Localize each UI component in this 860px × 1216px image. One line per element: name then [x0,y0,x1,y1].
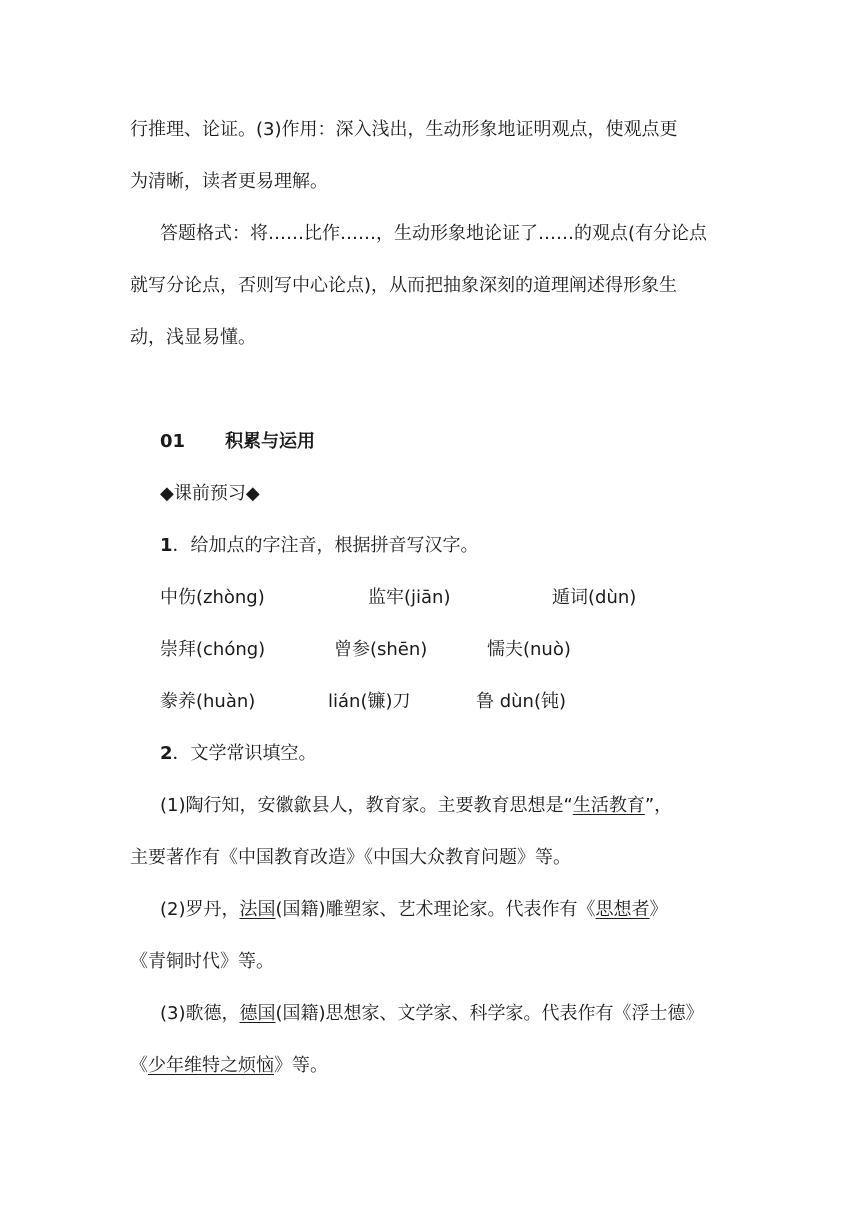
answer-format-line-1: 答题格式：将……比作……，生动形象地论证了……的观点(有分论点 [160,223,708,244]
q2-item-1-line-1: (1)陶行知，安徽歙县人，教育家。主要教育思想是“生活教育”， [160,795,673,816]
section-subtitle: ◆课前预习◆ [160,483,260,504]
question-number: 1 [160,535,173,556]
answer-blank: 生活教育 [572,795,645,816]
question-text: ．给加点的字注音，根据拼音写汉字。 [172,535,479,556]
question-2 [160,742,317,766]
q2-item-1-line-2: 主要著作有《中国教育改造》《中国大众教育问题》等。 [130,847,571,868]
q2-item-3-line-1: (3)歌德，德国(国籍)思想家、文学家、科学家。代表作有《浮士德》 [160,1003,704,1024]
pinyin-item: 懦夫(nuò) [487,639,571,660]
pinyin-item: 崇拜(chóng) [160,639,266,660]
pinyin-item: 鲁 dùn(钝) [476,691,567,712]
pinyin-item: 豢养(huàn) [160,691,256,712]
answer-format-line-3: 动，浅显易懂。 [130,327,256,348]
question-number: 2 [160,743,173,764]
pinyin-item: 曾参(shēn) [334,639,428,660]
pinyin-item: 监牢(jiān) [368,587,451,608]
pinyin-item: lián(镰)刀 [328,691,411,712]
q2-item-3-line-2: 《少年维特之烦恼》等。 [130,1055,328,1076]
intro-line-2: 为清晰，读者更易理解。 [130,171,328,192]
answer-blank: 法国 [239,899,276,920]
section-number: 01 [160,431,186,452]
answer-blank: 少年维特之烦恼 [148,1055,274,1076]
answer-format-line-2: 就写分论点，否则写中心论点)，从而把抽象深刻的道理阐述得形象生 [130,275,678,296]
question-text: ．文学常识填空。 [172,743,317,764]
q2-item-2-line-2: 《青铜时代》等。 [130,951,274,972]
answer-blank: 德国 [239,1003,276,1024]
section-heading [160,430,315,454]
pinyin-item: 遁词(dùn) [552,587,637,608]
q2-item-2-line-1: (2)罗丹，法国(国籍)雕塑家、艺术理论家。代表作有《思想者》 [160,899,668,920]
section-title: 积累与运用 [225,431,316,452]
intro-line-1: 行推理、论证。(3)作用：深入浅出，生动形象地证明观点，使观点更 [130,119,678,140]
pinyin-item: 中伤(zhòng) [160,587,265,608]
question-1 [160,534,479,558]
answer-blank: 思想者 [595,899,650,920]
